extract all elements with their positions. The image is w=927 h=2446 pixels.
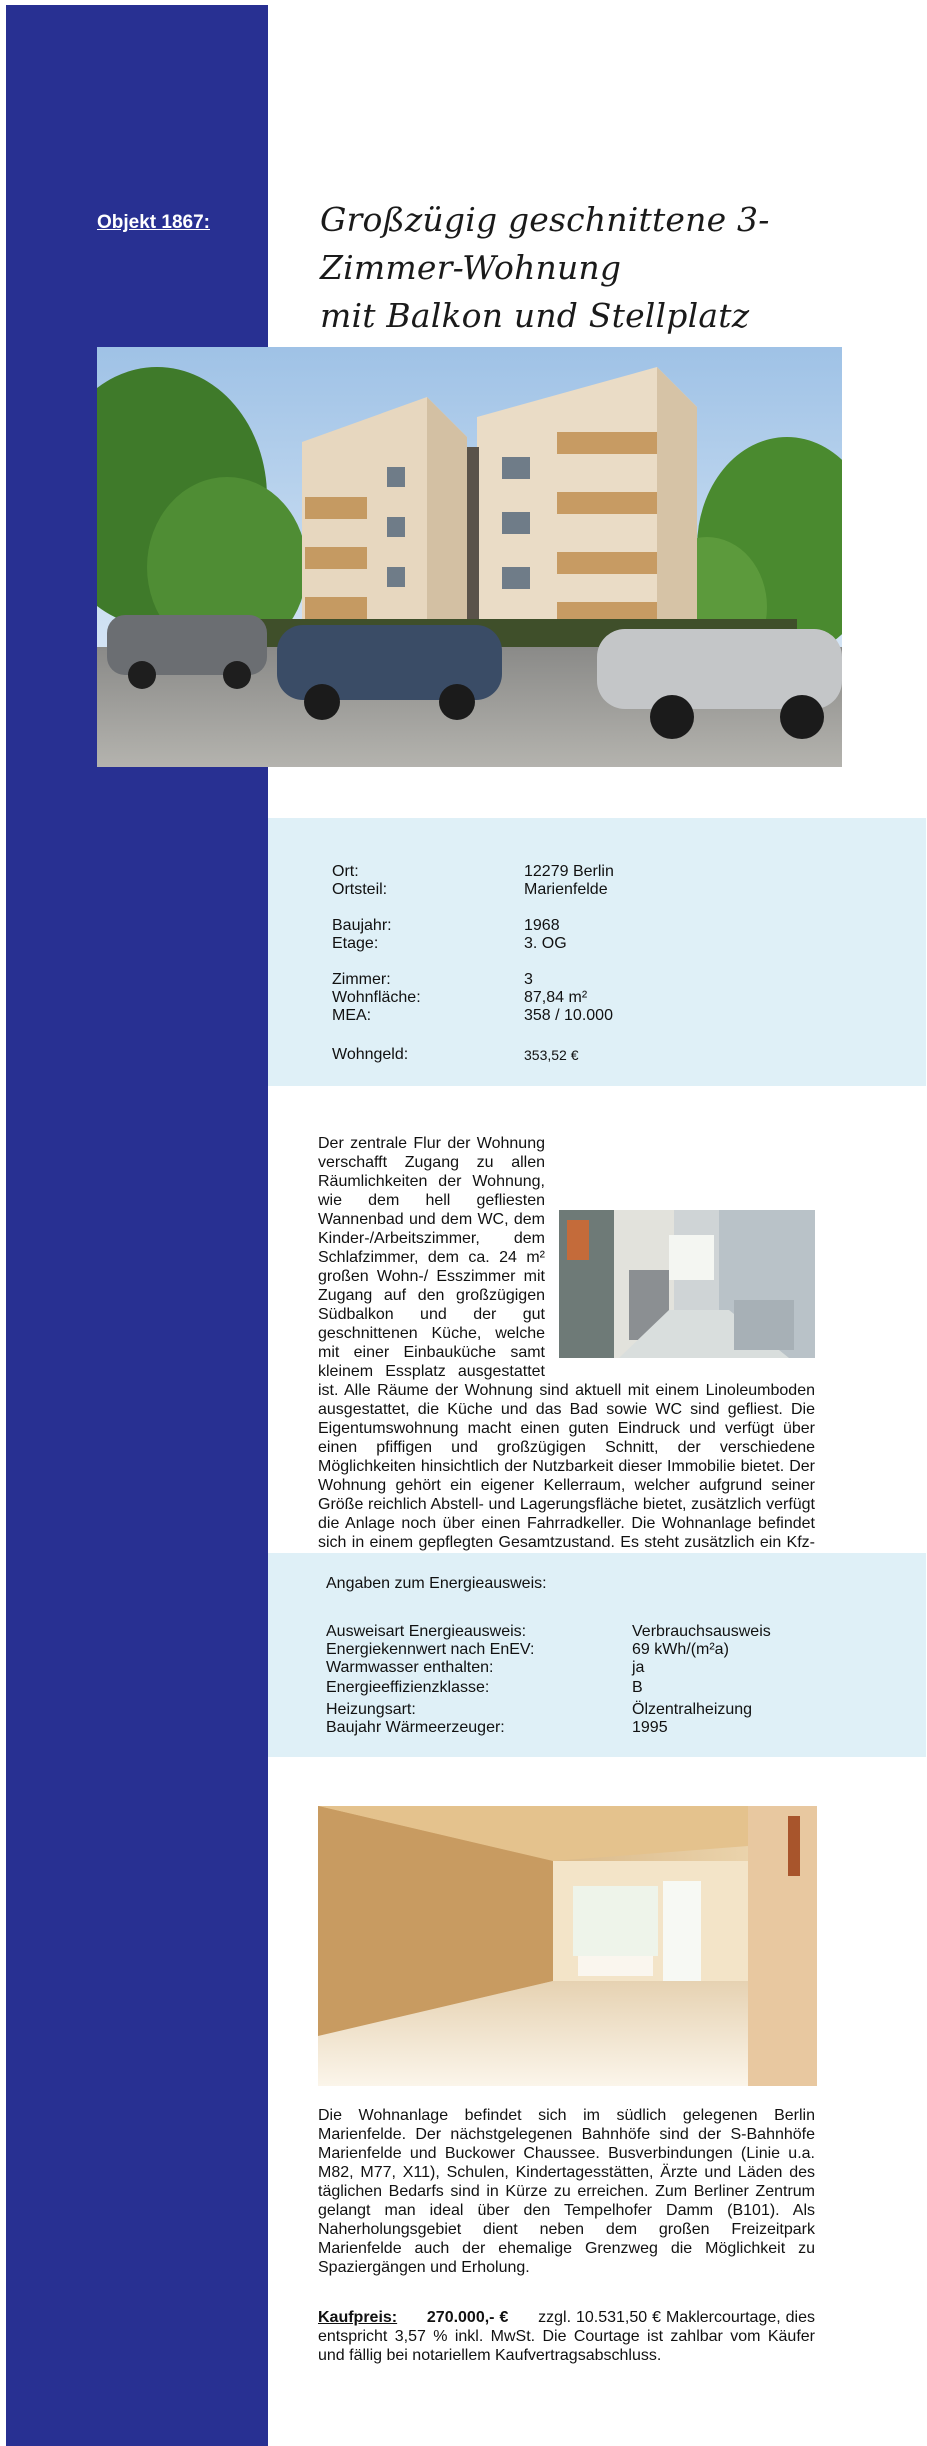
energy-label: Energieeffizienzklasse:	[326, 1679, 490, 1696]
price-label: Kaufpreis:	[318, 2309, 398, 2326]
energy-label: Heizungsart:	[326, 1701, 416, 1718]
energy-heading: Angaben zum Energieausweis:	[326, 1575, 547, 1592]
title-line-1: Großzügig geschnittene 3-Zimmer-Wohnung	[320, 200, 770, 287]
location-text: Die Wohnanlage befindet sich im südlich gelegenen Berlin Marienfelde. Der nächstgelegenen Bahnhöfe sind der S-Bahnhöfe Marienfelde und Buckower Chaussee. Busverbindungen (Linie u.a. M82, M77, X11), Schulen, Kindertagesstätten, Ärzte und Läden des täglichen Bedarfs sind in Kürze zu erreichen. Zum Berliner Zentrum gelangt man ideal über den Tempelhofer Damm (B101). Als Naherholungsgebiet dient neben dem großen Freizeitpark Marienfelde auch der ehemalige Grenzweg die Möglichkeit zu Spaziergängen und Erholung.	[318, 2107, 815, 2276]
building-photo	[97, 347, 842, 767]
fact-value: 3	[524, 971, 533, 988]
energy-value: Ölzentralheizung	[632, 1701, 753, 1718]
energy-label: Baujahr Wärmeerzeuger:	[326, 1719, 505, 1736]
fact-value: 358 / 10.000	[524, 1007, 613, 1024]
property-facts-panel	[268, 818, 926, 1086]
fact-label: Ort:	[332, 863, 359, 880]
title-line-2: mit Balkon und Stellplatz	[320, 296, 750, 335]
fact-label: Baujahr:	[332, 917, 392, 934]
energy-value: ja	[632, 1659, 645, 1676]
fact-value: 353,52 €	[524, 1047, 579, 1063]
listing-title	[320, 196, 880, 340]
energy-value: 69 kWh/(m²a)	[632, 1641, 729, 1658]
energy-value: 1995	[632, 1719, 668, 1736]
fact-value: 12279 Berlin	[524, 863, 614, 880]
energy-label: Warmwasser enthalten:	[326, 1659, 494, 1676]
energy-label: Ausweisart Energieausweis:	[326, 1623, 527, 1640]
kitchen-photo	[559, 1210, 815, 1358]
fact-label: Zimmer:	[332, 971, 391, 988]
living-room-photo	[318, 1806, 817, 2086]
price-value: 270.000,- €	[426, 2309, 509, 2326]
fact-label: MEA:	[332, 1007, 372, 1024]
fact-value: Marienfelde	[524, 881, 608, 898]
description-text: Der zentrale Flur der Wohnung verschafft Zugang zu allen Räumlichkeiten der Wohnung, wie dem hell gefliesten Wannenbad und dem WC, dem Kinder-/Arbeitszimmer, dem Schlafzimmer, dem ca. 24 m² großen Wohn-/ Esszimmer mit Zugang auf den großzügigen Südbalkon und der gut geschnittenen Küche, welche mit einer Einbauküche samt kleinem Essplatz ausgestattet ist. Alle Räume der Wohnung sind aktuell mit einem Linoleumboden ausgestattet, die Küche und das Bad sowie WC sind gefliest. Die Eigentumswohnung macht einen guten Eindruck und verfügt über einen pfiffigen und großzügigen Schnitt, der verschiedene Möglichkeiten hinsichtlich der Nutzbarkeit dieser Immobilie bietet. Der Wohnung gehört ein eigener Kellerraum, welcher aufgrund seiner Größe reichlich Abstell- und Lagerungsfläche bietet, zusätzlich verfügt die Anlage noch über einen Fahrradkeller. Die Wohnanlage befindet sich in einem gepflegten Gesamtzustand. Es steht zusätzlich ein Kfz-	[318, 1135, 815, 1551]
fact-label: Etage:	[332, 935, 379, 952]
location-section	[318, 2106, 815, 2277]
fact-value: 3. OG	[524, 935, 567, 952]
description-section	[318, 1134, 815, 1571]
energy-value: Verbrauchsausweis	[632, 1623, 771, 1640]
fact-value: 87,84 m²	[524, 989, 588, 1006]
energy-certificate-panel	[268, 1553, 926, 1757]
fact-label: Wohngeld:	[332, 1046, 409, 1063]
price-details: zzgl. 10.531,50 € Maklercourtage, dies entspricht 3,57 % inkl. MwSt. Die Courtage ist zahlbar vom Käufer und fällig bei notariellem Kaufvertragsabschluss.	[318, 2309, 816, 2364]
fact-label: Wohnfläche:	[332, 989, 421, 1006]
price-section	[318, 2308, 815, 2365]
fact-label: Ortsteil:	[332, 881, 388, 898]
object-number: Objekt 1867:	[97, 212, 210, 233]
energy-label: Energiekennwert nach EnEV:	[326, 1641, 535, 1658]
energy-value: B	[632, 1679, 643, 1696]
fact-value: 1968	[524, 917, 560, 934]
